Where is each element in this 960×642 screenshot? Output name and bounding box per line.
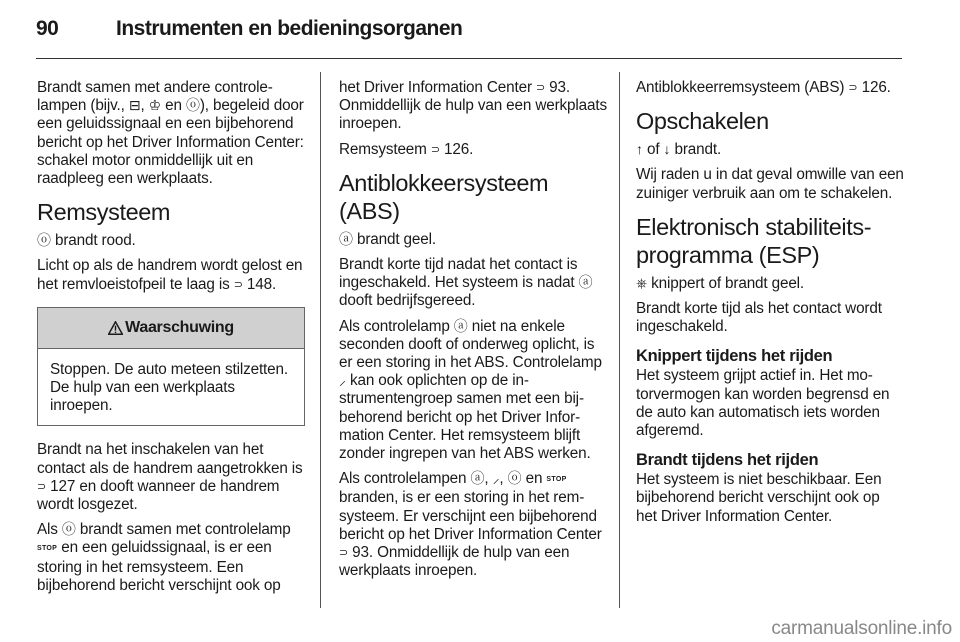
paragraph: Brandt na het inschakelen van het contact als de handrem aangetrokken is ⊃ 127 en dooft wanneer de handrem wordt losgezet. xyxy=(37,441,303,514)
page-title: Instrumenten en bedieningsorganen xyxy=(116,17,463,40)
paragraph: Licht op als de handrem wordt gelost en het remvloeistofpeil te laag is ⊃ 148. xyxy=(37,257,303,293)
brake-warning-icon: ⓞ xyxy=(61,521,76,538)
paragraph: Brandt korte tijd nadat het contact is ingeschakeld. Het systeem is nadat ⓐ dooft bedrijfsgereed. xyxy=(339,256,593,310)
paragraph: Remsysteem ⊃ 126. xyxy=(339,140,474,158)
warning-box xyxy=(37,307,305,427)
page-ref-arrow-icon: ⊃ xyxy=(430,143,440,156)
paragraph: Het systeem is niet beschikbaar. Een bijbehorend bericht verschijnt ook op het Driver Information Center. xyxy=(636,471,882,525)
abs-icon: ⓐ xyxy=(339,230,353,247)
page-ref-arrow-icon: ⊃ xyxy=(848,82,858,94)
subheading-brandt: Brandt tijdens het rijden xyxy=(636,451,819,470)
paragraph: ↑ of ↓ brandt. xyxy=(636,141,722,159)
page-ref-arrow-icon: ⊃ xyxy=(339,547,349,560)
brake-warning-icon: ⓞ xyxy=(507,470,522,487)
page-ref-arrow-icon: ⊃ xyxy=(536,82,546,94)
paragraph: Brandt samen met andere controlelampen (bijv., ⊟, ♔ en ⓞ), begeleid door een geluidssignaal en een bijbehorend bericht op het Driver Information Center: schakel motor onmiddellijk uit en raadpleeg een werkplaats. xyxy=(37,79,304,188)
paragraph: Als controlelampen ⓐ, ⸝, ⓞ en STOP branden, is er een storing in het remsysteem. Er verschijnt een bijbehorend bericht op het Driver Information Center ⊃ 93. Onmiddellijk de hulp van een werkplaats inroepen. xyxy=(339,470,602,580)
warning-triangle-icon xyxy=(108,321,123,335)
column-1 xyxy=(37,79,305,602)
warning-text: Stoppen. De auto meteen stilzetten. De hulp van een werkplaats inroepen. xyxy=(50,360,288,415)
warning-title: Waarschuwing xyxy=(125,318,234,336)
page-ref-arrow-icon: ⊃ xyxy=(37,480,47,493)
heading-opschakelen: Opschakelen xyxy=(636,108,769,135)
wrench-icon: ⸝ xyxy=(339,372,346,389)
paragraph: Als controlelamp ⓐ niet na enkele seconden dooft of onderweg oplicht, is er een storing in het ABS. Controlelamp ⸝ kan ook oplichten op de instrumentengroep samen met een bijbehorend bericht op het Driver Information Center. Het remsysteem blijft zonder ingrepen van het ABS werken. xyxy=(339,317,602,463)
brake-warning-icon: ⓞ xyxy=(185,97,200,114)
page-ref-arrow-icon: ⊃ xyxy=(233,278,243,291)
paragraph: ⓞ brandt rood. xyxy=(37,232,136,250)
paragraph: Het systeem grijpt actief in. Het motorvermogen kan worden begrensd en de auto kan automatisch iets worden afgeremd. xyxy=(636,367,890,440)
battery-warning-icon: ⊟ xyxy=(128,97,141,114)
paragraph: ⎈ knippert of brandt geel. xyxy=(636,274,805,292)
paragraph: Antiblokkeerremsysteem (ABS) ⊃ 126. xyxy=(636,79,891,96)
page-header xyxy=(36,14,902,59)
warning-body xyxy=(38,349,304,426)
subheading-knippert: Knippert tijdens het rijden xyxy=(636,347,833,366)
heading-remsysteem: Remsysteem xyxy=(37,199,171,226)
warning-header xyxy=(38,308,304,349)
stop-icon: STOP xyxy=(37,545,58,553)
esp-icon: ⎈ xyxy=(636,274,648,291)
abs-icon: ⓐ xyxy=(453,317,468,334)
column-divider xyxy=(619,72,620,608)
wrench-icon: ⸝ xyxy=(492,470,500,487)
column-divider xyxy=(320,72,321,608)
paragraph: ⓐ brandt geel. xyxy=(339,230,436,248)
stop-icon: STOP xyxy=(546,476,567,484)
page-number: 90 xyxy=(36,17,59,40)
heading-esp: Elektronisch stabiliteitsprogramma (ESP) xyxy=(636,213,872,268)
paragraph: Wij raden u in dat geval omwille van een zuiniger verbruik aan om te schakelen. xyxy=(636,166,904,202)
column-2 xyxy=(339,79,607,587)
downshift-icon: ↓ xyxy=(663,141,671,158)
paragraph: het Driver Information Center ⊃ 93. Onmiddellijk de hulp van een werkplaats inroepen. xyxy=(339,79,607,133)
column-3 xyxy=(636,79,904,533)
oil-pressure-icon: ♔ xyxy=(148,97,162,114)
watermark: carmanualsonline.info xyxy=(771,618,952,639)
brake-warning-icon: ⓞ xyxy=(37,232,51,249)
paragraph: Brandt korte tijd als het contact wordt ingeschakeld. xyxy=(636,300,882,336)
upshift-icon: ↑ xyxy=(636,141,643,158)
heading-abs: Antiblokkeersysteem (ABS) xyxy=(339,169,549,224)
paragraph: Als ⓞ brandt samen met controlelamp STOP en een geluidssignaal, is er een storing in het remsysteem. Een bijbehorend bericht verschijnt ook op xyxy=(37,521,291,594)
abs-icon: ⓐ xyxy=(578,274,593,291)
abs-icon: ⓐ xyxy=(470,470,485,487)
